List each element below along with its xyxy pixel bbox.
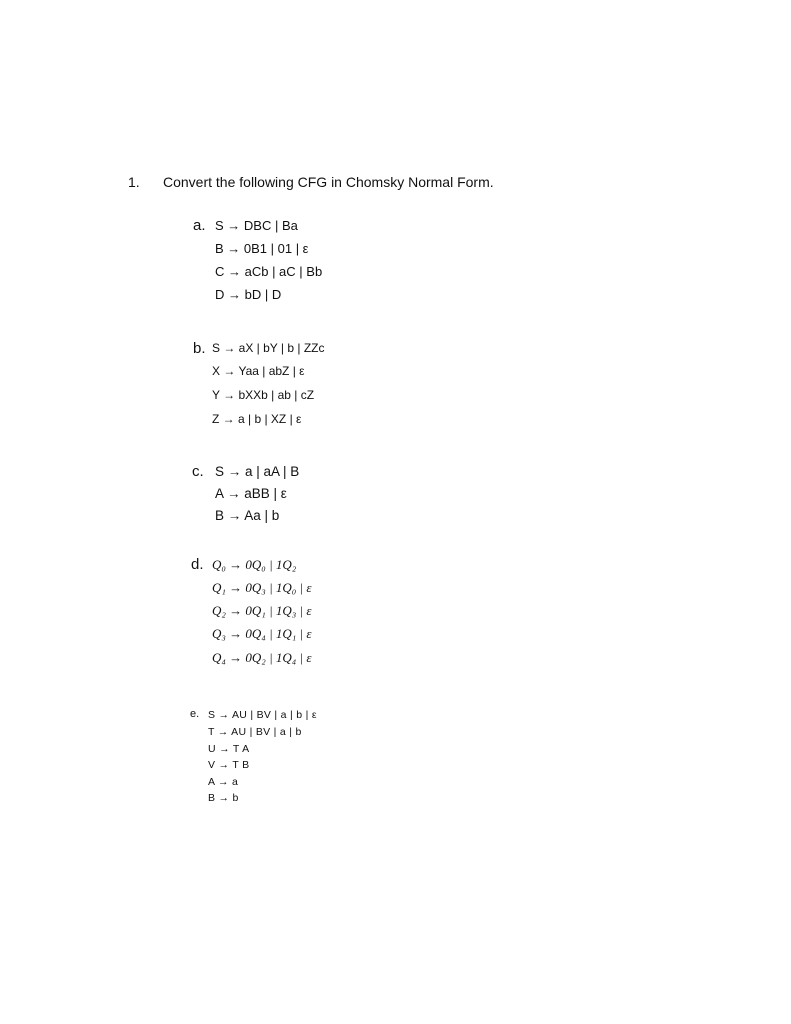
production: X → Yaa | abZ | ε [212,364,305,378]
production: Q₂ → 0Q₁ | 1Q₃ | ε [212,603,312,618]
production: C → aCb | aC | Bb [215,264,323,279]
section-a-label: a. [193,217,206,234]
production: B → b [208,792,239,804]
production: S → aX | bY | b | ZZc [212,341,325,355]
question-number: 1. [128,174,140,190]
production: S → a | aA | B [215,464,300,479]
production: D → bD | D [215,287,282,302]
question-text: Convert the following CFG in Chomsky Normal Form. [163,174,494,190]
production: Q₀ → 0Q₀ | 1Q₂ [212,557,297,572]
production: Q₃ → 0Q₄ | 1Q₁ | ε [212,626,312,641]
production: Q₄ → 0Q₂ | 1Q₄ | ε [212,650,312,665]
production: S → DBC | Ba [215,218,298,233]
production: Q₁ → 0Q₃ | 1Q₀ | ε [212,580,312,595]
production: S → AU | BV | a | b | ε [208,709,317,721]
production: A → aBB | ε [215,486,287,501]
section-e-label: e. [190,708,200,720]
production: B → 0B1 | 01 | ε [215,241,309,256]
production: Y → bXXb | ab | cZ [212,388,315,402]
production: V → T B [208,759,250,771]
production: Z → a | b | XZ | ε [212,412,302,426]
section-c-label: c. [192,463,204,480]
production: A → a [208,776,239,788]
section-d-label: d. [191,556,204,573]
production: B → Aa | b [215,508,280,523]
section-b-label: b. [193,340,206,357]
production: T → AU | BV | a | b [208,726,302,738]
production: U → T A [208,743,250,755]
